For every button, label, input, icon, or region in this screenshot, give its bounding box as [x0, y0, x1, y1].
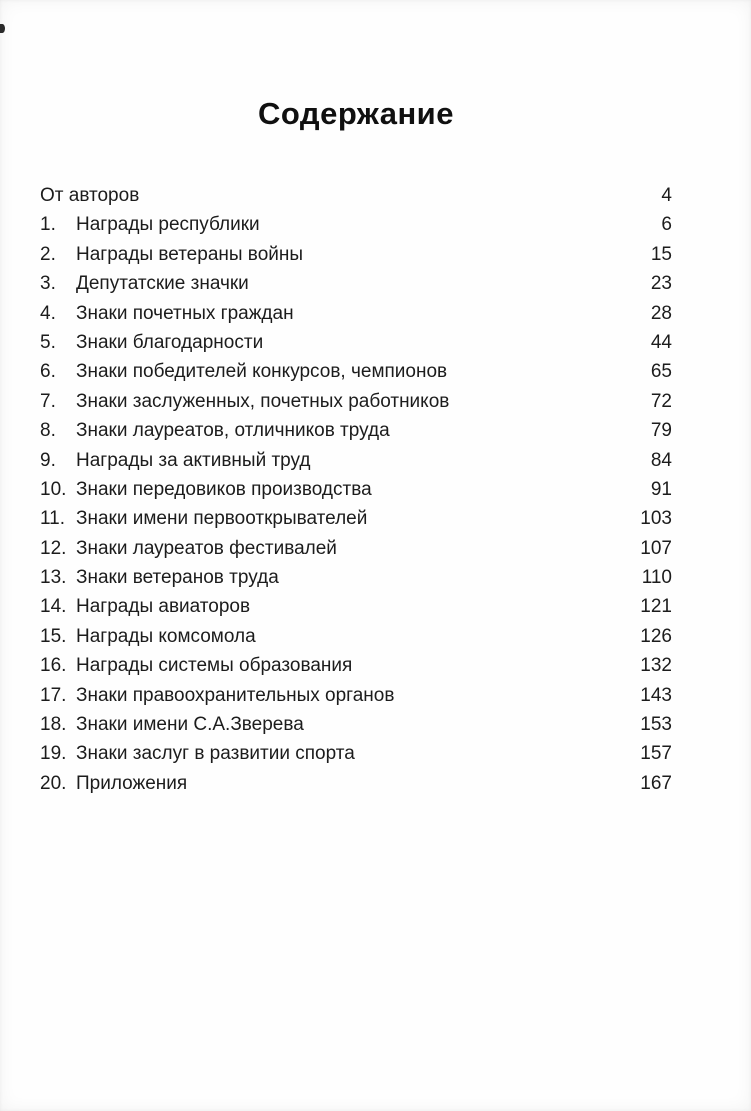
toc-entry [40, 622, 672, 651]
toc-entry-page: 91 [650, 478, 672, 500]
toc-entry-page: 6 [661, 214, 672, 236]
scan-artifact [0, 24, 5, 33]
toc-entry-number: 14. [40, 596, 67, 618]
toc-entry [40, 416, 672, 445]
toc-entry-number: 15. [40, 625, 67, 647]
toc-entry [40, 592, 672, 621]
toc-entry-label: Награды системы образования [76, 655, 353, 677]
toc-entry-page: 23 [650, 273, 672, 295]
toc-entry-number: 2. [40, 243, 56, 265]
toc-entry [40, 446, 672, 475]
toc-entry [40, 357, 672, 386]
toc-entry-label: Знаки имени первооткрывателей [76, 508, 368, 530]
toc-entry [40, 769, 672, 798]
toc-entry-number: 13. [40, 567, 67, 589]
toc-entry [40, 651, 672, 680]
toc-entry-label: Знаки почетных граждан [76, 302, 294, 324]
toc-entry-page: 110 [641, 567, 672, 589]
toc-entry-label: Награды ветераны войны [76, 243, 304, 265]
toc-entry-label: Награды комсомола [76, 625, 256, 647]
toc-entry [40, 681, 672, 710]
toc-entry-number: 12. [40, 537, 67, 559]
toc-entry-number: 4. [40, 302, 56, 324]
toc-entry [40, 504, 672, 533]
toc-entry [40, 387, 672, 416]
toc-entry-label: От авторов [40, 185, 140, 206]
toc-entry [40, 534, 672, 563]
toc-entry-label: Знаки заслуг в развитии спорта [76, 743, 355, 765]
toc-entry-label: Знаки передовиков производства [76, 478, 372, 500]
toc-entry-page: 103 [640, 508, 672, 530]
toc-entry-label: Знаки победителей конкурсов, чемпионов [76, 361, 448, 383]
toc-entry-page: 84 [650, 449, 672, 471]
toc-entry-page: 72 [650, 390, 672, 412]
toc-entry [40, 240, 672, 269]
toc-entry-label: Награды за активный труд [76, 449, 311, 471]
toc-entry-label: Депутатские значки [76, 273, 249, 295]
toc-entry-page: 4 [661, 185, 672, 206]
toc-entry [40, 269, 672, 298]
toc-entry-page: 126 [640, 625, 672, 647]
toc-entry-number: 9. [40, 449, 56, 471]
toc-entry-number: 8. [40, 420, 56, 442]
toc-entry-page: 28 [650, 302, 672, 324]
toc-entry-number: 1. [40, 214, 56, 236]
toc-entry-number: 20. [40, 772, 67, 794]
toc-entry-page: 65 [650, 361, 672, 383]
toc-entry-label: Награды авиаторов [76, 596, 251, 618]
toc-entry-page: 132 [640, 655, 672, 677]
toc-entry-label: Знаки ветеранов труда [76, 567, 279, 589]
toc-entry-label: Знаки заслуженных, почетных работников [76, 390, 450, 412]
toc-entry [40, 563, 672, 592]
toc-entry-label: Знаки лауреатов фестивалей [76, 537, 337, 559]
page-title: Содержание [258, 96, 454, 131]
toc-entry-page: 121 [640, 596, 672, 618]
toc-entry [40, 210, 672, 239]
toc-entry-number: 18. [40, 714, 67, 736]
toc-entry-label: Награды республики [76, 214, 260, 236]
toc-entry-page: 167 [640, 772, 672, 794]
toc-entry-number: 6. [40, 361, 56, 383]
toc-entry-number: 11. [40, 508, 66, 530]
toc-entry-page: 143 [640, 684, 672, 706]
toc-entry-label: Знаки правоохранительных органов [76, 684, 395, 706]
toc-entry [40, 299, 672, 328]
toc-entry-page: 157 [640, 743, 672, 765]
toc-entry-page: 79 [650, 420, 672, 442]
toc-entry [40, 181, 672, 210]
toc-entry-label: Знаки благодарности [76, 331, 264, 353]
toc-entry-page: 107 [640, 537, 672, 559]
toc-entry-page: 153 [640, 714, 672, 736]
toc-entry-label: Знаки лауреатов, отличников труда [76, 420, 390, 442]
toc-entry-number: 7. [40, 390, 56, 412]
toc-entry-label: Знаки имени С.А.Зверева [76, 714, 304, 736]
toc-entry-number: 5. [40, 331, 56, 353]
toc-entry-number: 17. [40, 684, 67, 706]
toc-entry [40, 328, 672, 357]
toc-entry-page: 15 [650, 243, 672, 265]
toc-entry-page: 44 [650, 331, 672, 353]
toc-list [40, 181, 672, 798]
toc-entry-number: 16. [40, 655, 67, 677]
toc-entry-number: 10. [40, 478, 67, 500]
toc-entry [40, 710, 672, 739]
toc-entry-number: 3. [40, 273, 56, 295]
toc-entry [40, 475, 672, 504]
toc-entry-number: 19. [40, 743, 67, 765]
toc-entry-label: Приложения [76, 772, 188, 794]
toc-entry [40, 739, 672, 768]
